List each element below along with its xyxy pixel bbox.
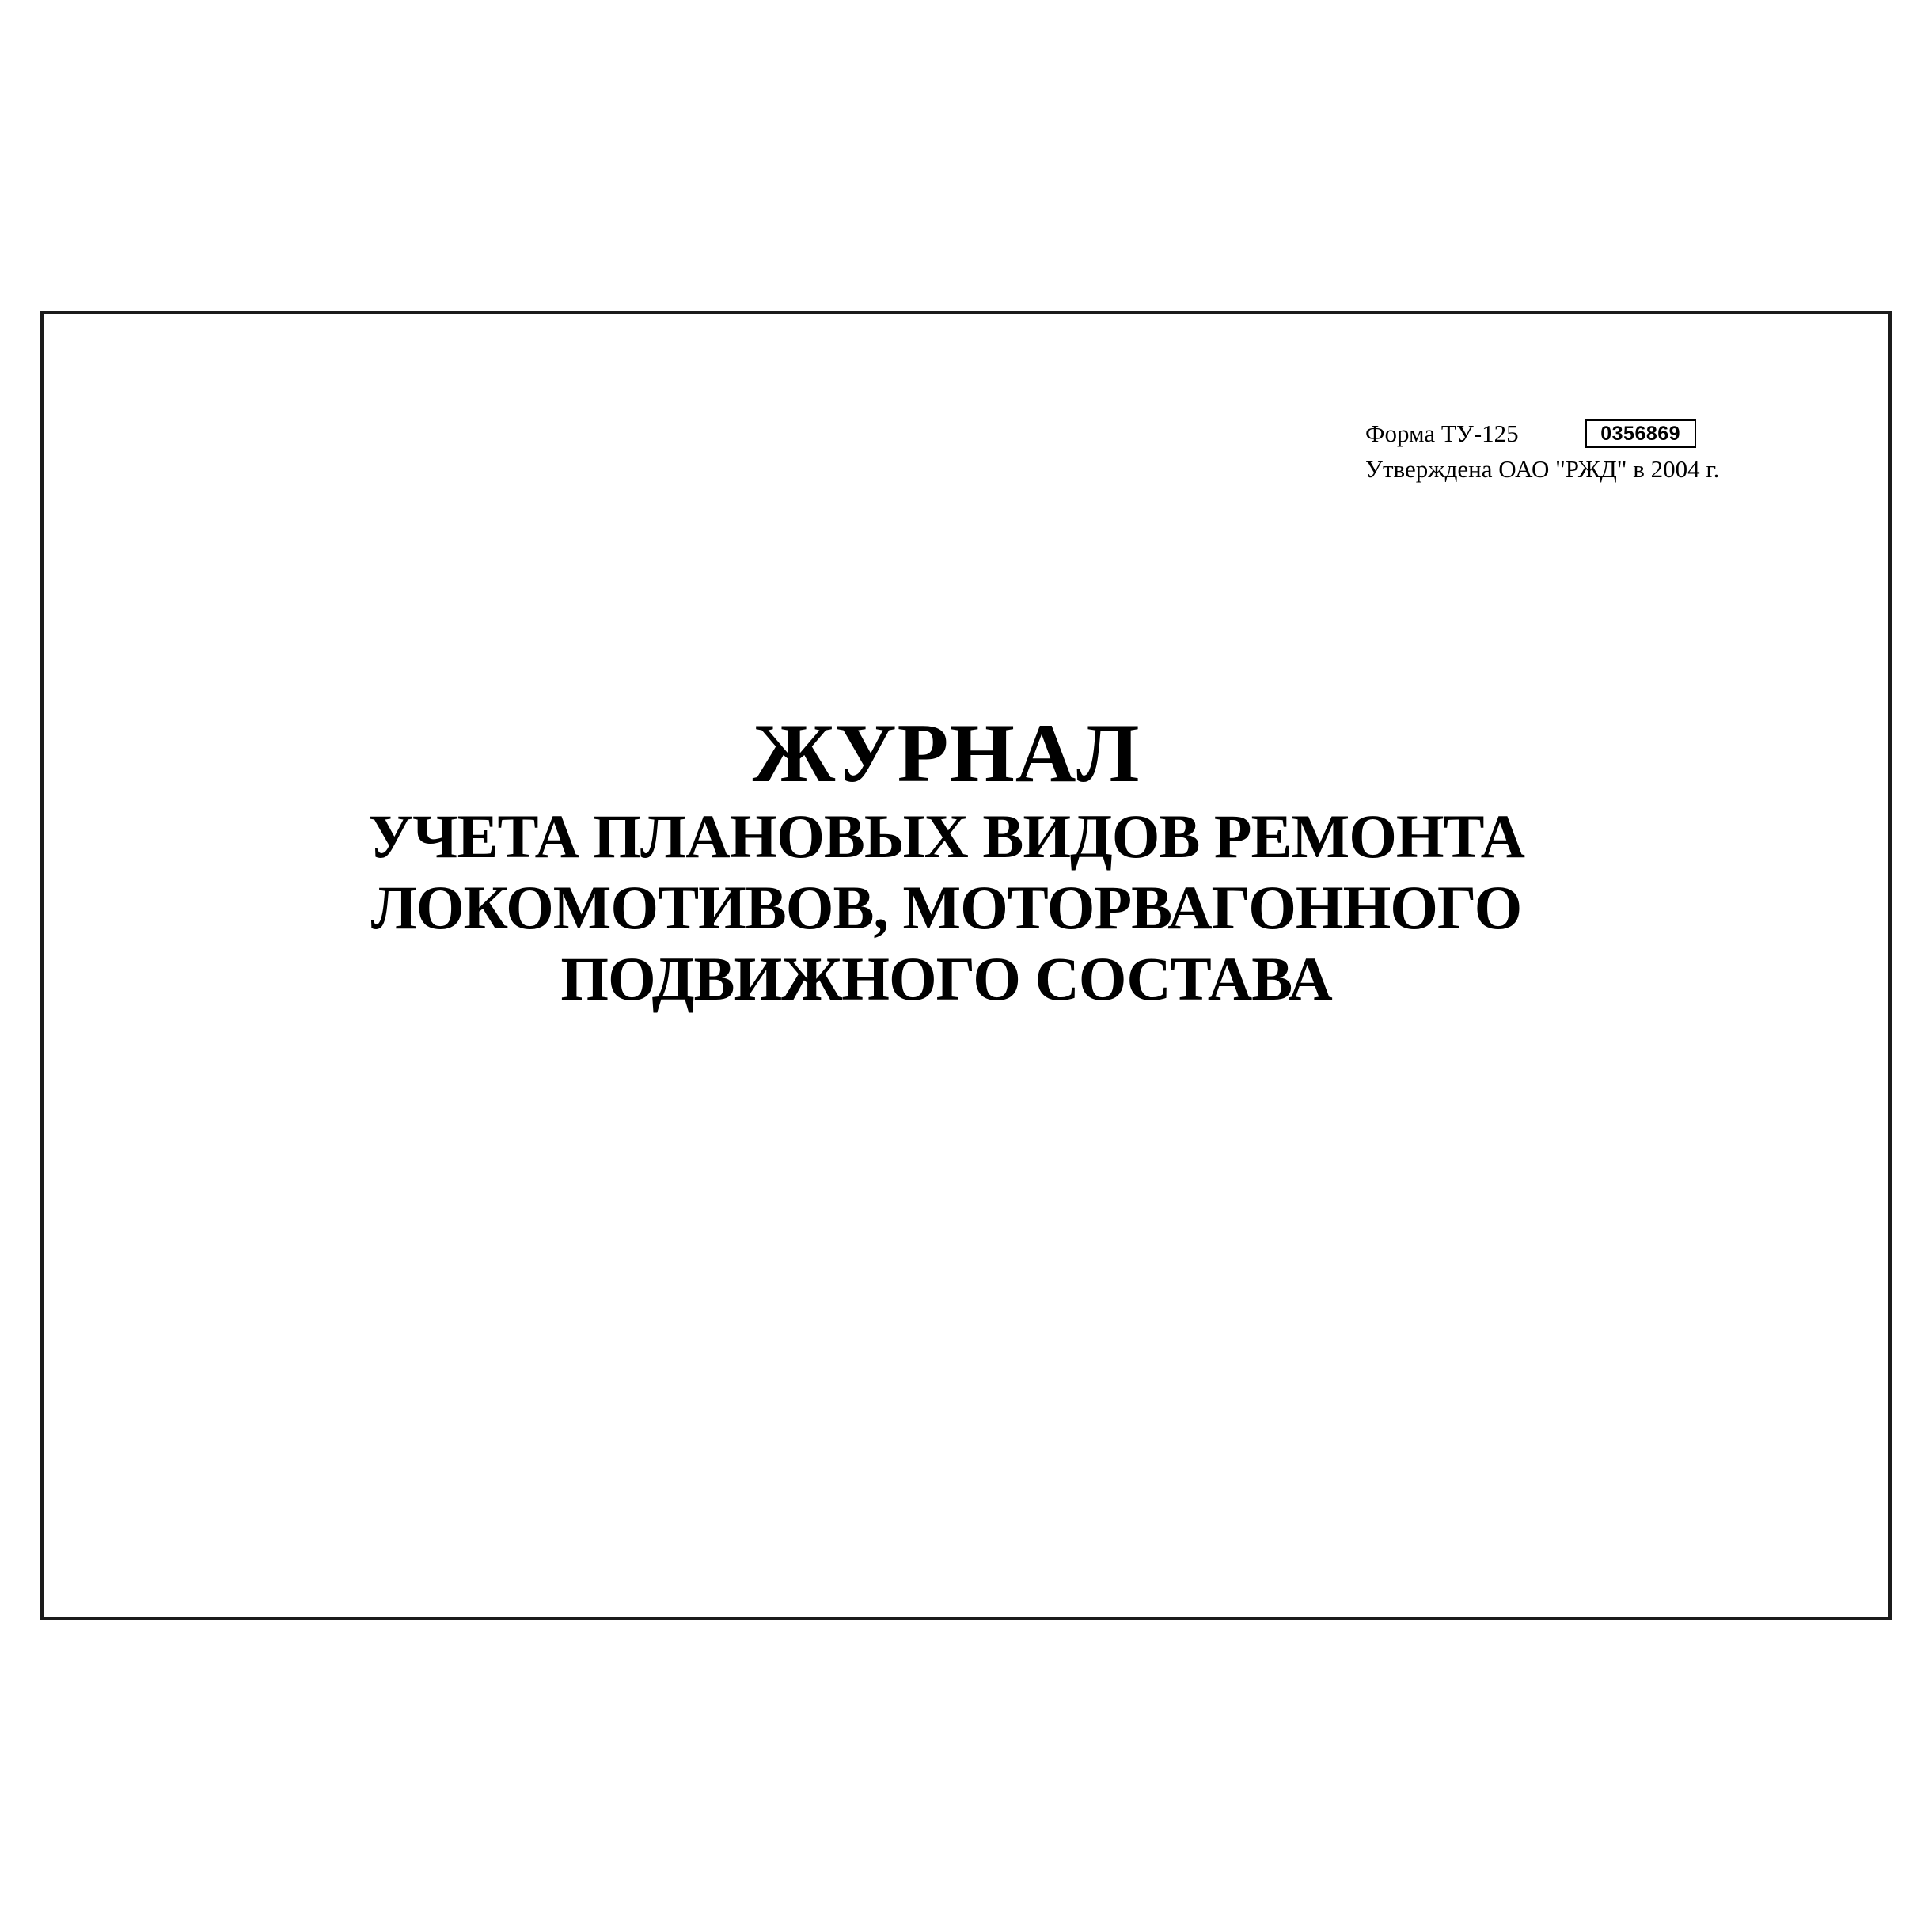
subtitle-line-1: УЧЕТА ПЛАНОВЫХ ВИДОВ РЕМОНТА <box>367 802 1525 871</box>
form-number-label: Форма ТУ-125 <box>1365 419 1519 447</box>
serial-number-box <box>1585 419 1696 448</box>
document-subtitle <box>24 801 1869 1015</box>
approval-note: Утверждена ОАО "РЖД" в 2004 г. <box>1365 455 1720 483</box>
serial-number: 0356869 <box>1600 422 1681 445</box>
form-header <box>1365 419 1719 484</box>
form-header-row <box>1365 419 1719 449</box>
document-title: ЖУРНАЛ <box>752 707 1141 799</box>
subtitle-line-3: ПОДВИЖНОГО СОСТАВА <box>560 944 1332 1013</box>
document-border-frame <box>40 311 1892 1620</box>
subtitle-line-2: ЛОКОМОТИВОВ, МОТОРВАГОННОГО <box>370 873 1522 942</box>
